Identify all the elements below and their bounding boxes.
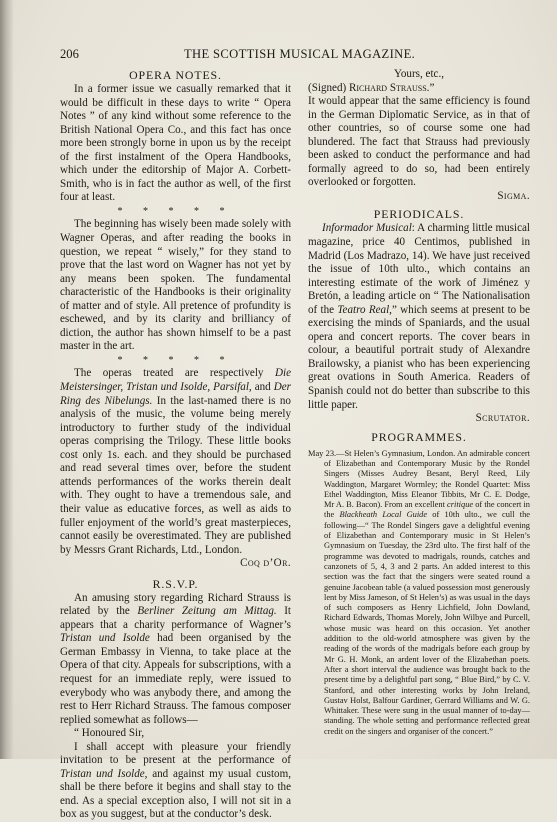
opera-titles: Die Meistersinger, Tristan und Isolde, Parsifal, [60,367,291,394]
rsvp-body [60,592,291,822]
letter-salutation: “ Honoured Sir, [74,727,145,740]
rsvp-signature: Sigma. [497,189,530,202]
section-ornament: * * * * * [117,354,234,366]
opera-notes-body [60,83,291,571]
right-column [308,68,530,737]
theatre-name: Teatro Real, [337,303,392,316]
periodicals-body [308,222,530,425]
periodicals-heading: PERIODICALS. [373,207,465,222]
opera-title: Tristan und Isolde [60,632,150,645]
periodicals-para: Informador Musical: A charming little musical magazine, price 40 Centimos, published in Madrid (Los Madrazo, 14). We have just received the issue of 10th ulto., which contains an interesting estimate of the work of Jiménez y Bretón, a leading article on “ The Nationalisation of the Teatro Real,” which seems at present to be exercising the minds of Spaniards, and the usual opera and concert reports. The cover bears in colour, a beautiful portrait study of Alexandre Brailowsky, a pianist who has been experiencing great ovations in South America. Readers of Spanish could not do better than subscribe to this little paper. [308,222,530,411]
programmes-heading: PROGRAMMES. [371,429,467,444]
opera-titles: Der Ring des Nibelungs. [60,381,291,407]
periodicals-signature: Scrutator. [475,412,530,425]
opera-notes-para-2: The beginning has wisely been made solely with Wagner Operas, and after reading the books in question, we repeat “ wisely,” for they stand to prove that the last word on Wagner has not yet by any means been spoken. The fundamental characteristic of the Handbooks is their originality of matter and of style. All pretence of profundity is eschewed, and by its clarity and brilliancy of diction, the author has shown himself to be a past master in the art. [60,218,291,353]
opera-notes-para-3: The operas treated are respectively Die Meistersinger, Tristan und Isolde, Parsifal, and Der Ring des Nibelungs. In the last-named there is no analysis of the music, the volume being merely introductory to further study of the individual operas comprising the Trilogy. These little books cost only 1s. each. and they should be purchased and read several times over, before the student attends performances of the works therein dealt with. They ought to have a tremendous sale, and their value as educative forces, as well as aids to fuller enjoyment of the world’s great masterpieces, cannot easily be overestimated. They are published by Messrs Grant Richards, Ltd., London. [60,367,291,556]
letter-signature: (Signed) Richard Strauss.” [308,81,435,94]
opera-title: Tristan und Isolde, [60,767,148,780]
rsvp-heading: R.S.V.P. [152,576,199,591]
newspaper-title: Blackheath Local Guide [339,510,428,520]
left-column [60,68,291,822]
letter-closing: Yours, etc., [393,68,445,80]
programmes-body [308,449,530,737]
rsvp-story: An amusing story regarding Richard Strauss is related by the Berliner Zeitung am Mittag. It appears that a charity performance of Wagner’s Tristan und Isolde had been organised by the German Embassy in Vienna, to take place at the Opera of that city. Appeals for subscriptions, with a request for an immediate reply, were issued to everybody who was anybody there, and among the rest to Herr Richard Strauss. The famous composer replied somewhat as follows— [60,591,292,726]
opera-notes-heading: OPERA NOTES. [129,68,222,82]
page-number: 206 [60,47,79,61]
opera-notes-signature: Coq d’Or. [240,557,291,570]
periodical-title: Informador Musical [322,222,412,235]
letter-body: I shall accept with pleasure your friendly invitation to be present at the performance of Tristan und Isolde, and against my usual custom, shall be there before it begins and shall stay to the end. As a special exception also, I will not sit in a box as you suggest, but at the conductor’s desk. [60,740,291,821]
section-ornament: * * * * * [117,205,234,217]
programme-entry: May 23.—St Helen’s Gymnasium, London. An admirable concert of Elizabethan and Contemporary Music by the Rondel Singers (Misses Audrey Besant, Beryl Reed, Lily Waddington, Margaret Wormley; the Rondel Quartet: Miss Ethel Waddington, Miss Eleanor Tibbits, Mr C. E. Dodge, Mr A. B. Bacon). From an excellent critique of the concert in the Blackheath Local Guide of 10th ulto., we cull the following—“ The Rondel Singers gave a delightful evening of Elizabethan and Contemporary music in St Helen’s Gymnasium on Tuesday, the 23rd ulto. The first half of the programme was devoted to madrigals, rounds, catches and canzonets of 5, 4, 3 and 2 parts. An added interest to this section was the fact that the singers were seated round a genuine Jacobean table (a valued possession most generously lent by Miss Jameson, of St Helen’s) as was usual in the days of such composers as Henry Lichfield, John Dowland, Richard Edwards, Thomas Morely, John Wilbye and Purcell, whose music was heard on this occasion. Yet another addition to the old-world atmosphere was given by the reading of the words of the madrigals before each group by Mr G. H. Monk, an ardent lover of the Elizabethan poets. After a short interval the audience was brought back to the present time by a delightful part song, “ Blue Bird,” by C. V. Stanford, and other interesting works by John Ireland, Gustav Holst, Balfour Gardiner, Gerrard Williams and W. G. Whittaker. These were sung in the usual manner of to-day—standing. The whole setting and performance reflected great credit on the singers and organiser of the concert.” [308,448,531,736]
newspaper-title: Berliner Zeitung am Mittag. [137,605,277,618]
journal-title: THE SCOTTISH MUSICAL MAGAZINE. [184,47,416,61]
page-gutter-shadow [0,0,14,759]
rsvp-comment: It would appear that the same efficiency is found in the German Diplomatic Service, as in that of other countries, so of course some one had blundered. The fact that Strauss had previously been asked to conduct the performance and had formally agreed to do so, had been entirely overlooked or forgotten. [308,95,530,189]
rsvp-continued [308,68,530,203]
running-header [60,46,528,62]
opera-notes-para-1: In a former issue we casually remarked that it would be difficult in these days to write “ Opera Notes ” of any kind without some reference to the British National Opera Co., and this fact has once more been strongly borne in upon us by the receipt of the first instalment of the Opera Handbooks, which under the editorship of Major A. Corbett-Smith, who is in fact the author as well, of the first four at least. [60,83,291,204]
